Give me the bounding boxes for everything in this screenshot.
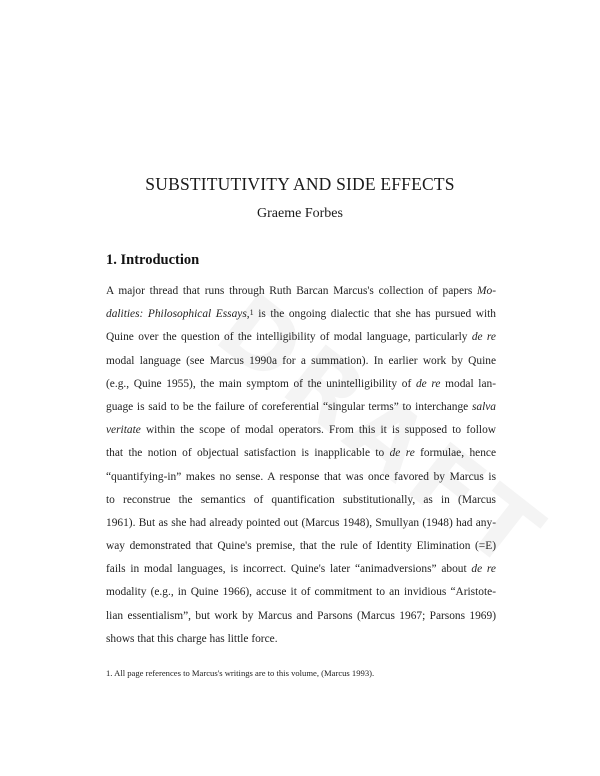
text-line: to reconstrue the semantics of quantification substitutionally, as in (Marcus xyxy=(106,493,496,506)
text-line: modal language (see Marcus 1990a for a summation). In earlier work by Quine xyxy=(106,354,496,367)
paper-author: Graeme Forbes xyxy=(257,206,343,221)
text-line: way demonstrated that Quine's premise, that the rule of Identity Elimination (=E) xyxy=(106,540,496,553)
text-line: fails in modal languages, is incorrect. Quine's later “animadversions” about de re xyxy=(106,563,496,576)
text-line: Quine over the question of the intelligibility of modal language, particularly de re xyxy=(106,331,496,344)
text-line: veritate within the scope of modal operators. From this it is supposed to follow xyxy=(106,424,496,437)
footnote-marker[interactable]: 1 xyxy=(249,308,254,318)
footnote: 1. All page references to Marcus's writings are to this volume, (Marcus 1993). xyxy=(106,668,375,678)
text-line: lian essentialism”, but work by Marcus and Parsons (Marcus 1967; Parsons 1969) xyxy=(106,609,496,622)
section-heading: 1. Introduction xyxy=(106,252,200,268)
text-line: dalities: Philosophical Essays,$^1$ is the ongoing dialectic that she has pursued with xyxy=(106,308,496,321)
paper-title: SUBSTITUTIVITY AND SIDE EFFECTS xyxy=(145,174,455,194)
text-line: modality (e.g., in Quine 1966), accuse it of commitment to an invidious “Aristote- xyxy=(106,586,496,599)
text-line: “quantifying-in” makes no sense. A response that was once favored by Marcus is xyxy=(106,470,496,483)
text-line: A major thread that runs through Ruth Barcan Marcus's collection of papers Mo- xyxy=(106,285,496,297)
text-line: 1961). But as she had already pointed out (Marcus 1948), Smullyan (1948) had any- xyxy=(106,516,496,529)
text-line: that the notion of objectual satisfaction is inapplicable to de re formulae, hence xyxy=(106,447,497,460)
text-line: guage is said to be the failure of coreferential “singular terms” to interchange salva xyxy=(106,400,496,413)
text-line: (e.g., Quine 1955), the main symptom of the unintelligibility of de re modal lan- xyxy=(106,377,496,390)
body-paragraph xyxy=(106,280,496,651)
text-line: shows that this charge has little force. xyxy=(106,632,278,645)
